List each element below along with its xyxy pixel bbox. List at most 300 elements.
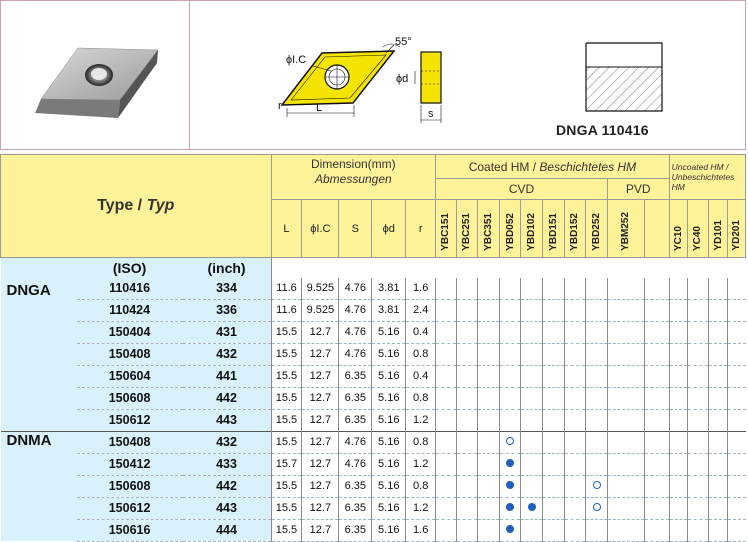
grade-cell <box>607 278 644 300</box>
grade-cell <box>669 453 688 475</box>
dim-ic: 12.7 <box>302 475 339 497</box>
grade-cell <box>607 409 644 431</box>
table-row <box>1 321 746 343</box>
grade-cell <box>728 299 746 321</box>
grade-cell <box>586 299 608 321</box>
grade-cell <box>499 497 521 519</box>
filled-dot-icon <box>506 481 514 489</box>
pvd-blank-col <box>644 200 669 258</box>
grade-cell <box>543 365 565 387</box>
dim-r: 1.2 <box>406 453 436 475</box>
grade-col-ybd252 <box>586 200 608 258</box>
dim-d: 5.16 <box>372 409 406 431</box>
inch-code: 444 <box>183 519 271 541</box>
grade-label: YBC351 <box>483 213 495 251</box>
dim-L: 11.6 <box>271 299 302 321</box>
grade-cell <box>499 431 521 453</box>
grade-cell <box>521 497 543 519</box>
grade-cell <box>436 475 457 497</box>
grade-cell <box>644 475 669 497</box>
iso-code: 150404 <box>77 321 183 343</box>
dim-ic: 12.7 <box>302 365 339 387</box>
grade-cell <box>688 475 709 497</box>
grade-cell <box>586 475 608 497</box>
grade-cell <box>607 321 644 343</box>
grade-cell <box>436 409 457 431</box>
grade-cell <box>436 321 457 343</box>
grade-cell <box>499 453 521 475</box>
grade-cell <box>669 497 688 519</box>
header-spacer <box>271 258 745 278</box>
inch-code: 334 <box>183 278 271 300</box>
grade-cell <box>436 519 457 541</box>
grade-cell <box>499 278 521 300</box>
grade-cell <box>436 387 457 409</box>
dim-d: 5.16 <box>372 475 406 497</box>
grade-cell <box>607 431 644 453</box>
model-title: DNGA 110416 <box>556 122 649 138</box>
grade-cell <box>478 453 500 475</box>
grade-cell <box>543 343 565 365</box>
dim-ic: 12.7 <box>302 519 339 541</box>
grade-cell <box>436 343 457 365</box>
grade-col-ybd102 <box>521 200 543 258</box>
header-image-strip <box>0 0 746 150</box>
grade-cell <box>543 475 565 497</box>
open-dot-icon <box>593 481 601 489</box>
grade-cell <box>669 475 688 497</box>
table-row <box>1 387 746 409</box>
grade-cell <box>708 321 728 343</box>
iso-column-title: (ISO) <box>77 258 183 278</box>
grade-cell <box>607 365 644 387</box>
inch-code: 433 <box>183 453 271 475</box>
L-label: L <box>316 102 323 114</box>
iso-code: 150612 <box>77 409 183 431</box>
grade-cell <box>688 278 709 300</box>
grade-col-ybc151 <box>436 200 457 258</box>
filled-dot-icon <box>506 525 514 533</box>
inch-code: 441 <box>183 365 271 387</box>
dim-s: 6.35 <box>339 365 372 387</box>
table-row <box>1 365 746 387</box>
grade-col-ybd152 <box>564 200 586 258</box>
dim-col-2: S <box>339 200 372 258</box>
grade-cell <box>543 431 565 453</box>
dim-L: 15.5 <box>271 387 302 409</box>
grade-col-yd201 <box>728 200 746 258</box>
grade-label: YD201 <box>731 220 743 251</box>
grade-cell <box>456 475 478 497</box>
grade-cell <box>644 519 669 541</box>
grade-cell <box>586 321 608 343</box>
grade-cell <box>688 431 709 453</box>
grade-cell <box>708 387 728 409</box>
type-label-italic: Typ <box>146 197 175 214</box>
dim-d: 5.16 <box>372 365 406 387</box>
dim-ic: 12.7 <box>302 409 339 431</box>
inch-code: 443 <box>183 497 271 519</box>
dim-L: 15.7 <box>271 453 302 475</box>
type-header <box>1 155 272 258</box>
dim-ic: 9.525 <box>302 299 339 321</box>
grade-cell <box>456 519 478 541</box>
grade-cell <box>564 519 586 541</box>
dim-L: 11.6 <box>271 278 302 300</box>
grade-cell <box>688 343 709 365</box>
grade-cell <box>478 431 500 453</box>
grade-cell <box>607 299 644 321</box>
grade-cell <box>607 497 644 519</box>
iso-code: 150608 <box>77 475 183 497</box>
dim-r: 0.4 <box>406 321 436 343</box>
dim-s: 6.35 <box>339 387 372 409</box>
filled-dot-icon <box>506 459 514 467</box>
dim-L: 15.5 <box>271 431 302 453</box>
inch-code: 432 <box>183 343 271 365</box>
grade-cell <box>564 278 586 300</box>
grade-cell <box>644 387 669 409</box>
iso-code: 150604 <box>77 365 183 387</box>
inch-column-title: (inch) <box>183 258 271 278</box>
grade-cell <box>607 453 644 475</box>
grade-cell <box>564 409 586 431</box>
grade-cell <box>521 299 543 321</box>
grade-label: YBC151 <box>440 213 452 251</box>
table-row <box>1 497 746 519</box>
dim-ic: 9.525 <box>302 278 339 300</box>
grade-cell <box>521 453 543 475</box>
grade-cell <box>521 475 543 497</box>
grade-label: YBD151 <box>547 213 559 251</box>
grade-cell <box>456 365 478 387</box>
grade-cell <box>499 409 521 431</box>
coated-header <box>436 155 670 179</box>
grade-cell <box>607 519 644 541</box>
dimension-label-de: Abmessungen <box>314 172 392 186</box>
grade-cell <box>521 321 543 343</box>
grade-cell <box>644 343 669 365</box>
inch-code: 336 <box>183 299 271 321</box>
dim-d: 5.16 <box>372 431 406 453</box>
grade-cell <box>728 475 746 497</box>
grade-cell <box>728 497 746 519</box>
grade-cell <box>688 453 709 475</box>
grade-cell <box>728 387 746 409</box>
grade-cell <box>478 299 500 321</box>
dim-L: 15.5 <box>271 519 302 541</box>
grade-cell <box>586 431 608 453</box>
iso-code: 150608 <box>77 387 183 409</box>
grade-cell <box>586 365 608 387</box>
grade-cell <box>564 497 586 519</box>
grade-cell <box>521 365 543 387</box>
grade-cell <box>543 387 565 409</box>
inch-code: 442 <box>183 387 271 409</box>
family-dnga: DNGA <box>1 258 77 432</box>
coated-label-de: Beschichtetes HM <box>539 159 637 174</box>
dim-d: 3.81 <box>372 299 406 321</box>
iso-code: 150616 <box>77 519 183 541</box>
grade-cell <box>521 431 543 453</box>
grade-cell <box>564 299 586 321</box>
table-row <box>1 299 746 321</box>
grade-cell <box>478 409 500 431</box>
grade-col-ybc251 <box>456 200 478 258</box>
dim-col-3: ϕd <box>372 200 406 258</box>
inch-code: 442 <box>183 475 271 497</box>
grade-label: YC40 <box>692 225 704 251</box>
grade-cell <box>586 387 608 409</box>
grade-cell <box>456 453 478 475</box>
grade-label: YBM252 <box>620 212 632 251</box>
type-label: Type / <box>97 197 147 214</box>
dim-ic: 12.7 <box>302 321 339 343</box>
dim-L: 15.5 <box>271 475 302 497</box>
grade-cell <box>644 365 669 387</box>
dim-r: 2.4 <box>406 299 436 321</box>
grade-col-yd101 <box>708 200 728 258</box>
grade-cell <box>669 519 688 541</box>
dim-r: 0.8 <box>406 431 436 453</box>
grade-cell <box>728 321 746 343</box>
iso-code: 110424 <box>77 299 183 321</box>
grade-cell <box>708 475 728 497</box>
dim-r: 1.6 <box>406 278 436 300</box>
grade-cell <box>456 431 478 453</box>
dim-col-1: ϕI.C <box>302 200 339 258</box>
d-label: ϕd <box>396 73 409 85</box>
grade-cell <box>708 409 728 431</box>
grade-cell <box>669 299 688 321</box>
grade-cell <box>543 453 565 475</box>
dim-r: 1.6 <box>406 519 436 541</box>
dim-s: 4.76 <box>339 321 372 343</box>
grade-col-yc10 <box>669 200 688 258</box>
dim-L: 15.5 <box>271 321 302 343</box>
dim-s: 6.35 <box>339 497 372 519</box>
dim-d: 5.16 <box>372 321 406 343</box>
grade-label: YD101 <box>712 220 724 251</box>
grade-cell <box>728 431 746 453</box>
insert-photo-cell <box>1 1 190 149</box>
grade-cell <box>543 321 565 343</box>
grade-cell <box>644 409 669 431</box>
table-row <box>1 519 746 541</box>
grade-cell <box>456 278 478 300</box>
grade-label: YC10 <box>672 225 684 251</box>
grade-cell <box>644 453 669 475</box>
grade-cell <box>478 475 500 497</box>
table-row <box>1 453 746 475</box>
grade-cell <box>564 453 586 475</box>
grade-cell <box>688 299 709 321</box>
grade-cell <box>669 278 688 300</box>
grade-cell <box>586 278 608 300</box>
grade-cell <box>586 497 608 519</box>
grade-cell <box>521 278 543 300</box>
grade-cell <box>436 299 457 321</box>
grade-cell <box>499 475 521 497</box>
angle-label: 55° <box>395 36 412 48</box>
grade-cell <box>669 365 688 387</box>
dim-r: 0.8 <box>406 475 436 497</box>
dim-d: 5.16 <box>372 519 406 541</box>
grade-cell <box>728 409 746 431</box>
grade-cell <box>644 431 669 453</box>
grade-cell <box>543 497 565 519</box>
dim-r: 0.4 <box>406 365 436 387</box>
grade-cell <box>688 365 709 387</box>
dim-d: 5.16 <box>372 387 406 409</box>
grade-cell <box>543 409 565 431</box>
dim-s: 4.76 <box>339 299 372 321</box>
dim-col-4: r <box>406 200 436 258</box>
dim-s: 4.76 <box>339 343 372 365</box>
grade-cell <box>564 343 586 365</box>
grade-cell <box>586 343 608 365</box>
s-label: s <box>428 108 434 120</box>
grade-cell <box>456 321 478 343</box>
grade-cell <box>436 497 457 519</box>
grade-cell <box>564 321 586 343</box>
grade-cell <box>543 519 565 541</box>
grade-cell <box>708 278 728 300</box>
dim-ic: 12.7 <box>302 497 339 519</box>
dim-s: 4.76 <box>339 453 372 475</box>
iso-code: 150408 <box>77 431 183 453</box>
grade-cell <box>499 321 521 343</box>
grade-label: YBD252 <box>591 213 603 251</box>
grade-col-ybd151 <box>543 200 565 258</box>
dim-d: 5.16 <box>372 497 406 519</box>
dim-r: 1.2 <box>406 409 436 431</box>
dim-ic: 12.7 <box>302 431 339 453</box>
grade-cell <box>688 497 709 519</box>
dim-r: 0.8 <box>406 343 436 365</box>
insert-drawing-cell <box>190 1 745 149</box>
grade-cell <box>669 387 688 409</box>
table-row <box>1 475 746 497</box>
grade-cell <box>644 299 669 321</box>
grade-cell <box>521 343 543 365</box>
dimension-label: Dimension(mm) <box>310 157 396 171</box>
dim-d: 3.81 <box>372 278 406 300</box>
dim-col-0: L <box>271 200 302 258</box>
grade-col-ybc351 <box>478 200 500 258</box>
grade-cell <box>521 387 543 409</box>
table-row <box>1 278 746 300</box>
filled-dot-icon <box>506 503 514 511</box>
grade-cell <box>478 387 500 409</box>
r-label: r <box>278 100 282 112</box>
iso-code: 150612 <box>77 497 183 519</box>
filled-dot-icon <box>528 503 536 511</box>
grade-cell <box>564 475 586 497</box>
ic-label: ϕI.C <box>286 54 307 66</box>
grade-cell <box>728 343 746 365</box>
grade-cell <box>478 365 500 387</box>
grade-col-ybd052 <box>499 200 521 258</box>
grade-cell <box>478 343 500 365</box>
table-row <box>1 343 746 365</box>
dim-s: 6.35 <box>339 519 372 541</box>
inch-code: 432 <box>183 431 271 453</box>
grade-label: YBD102 <box>526 213 538 251</box>
grade-cell <box>708 431 728 453</box>
grade-cell <box>521 519 543 541</box>
grade-cell <box>607 475 644 497</box>
grade-cell <box>586 409 608 431</box>
grade-cell <box>644 278 669 300</box>
grade-cell <box>607 343 644 365</box>
iso-code: 110416 <box>77 278 183 300</box>
inch-code: 431 <box>183 321 271 343</box>
grade-label: YBC251 <box>461 213 473 251</box>
dim-L: 15.5 <box>271 409 302 431</box>
grade-cell <box>436 453 457 475</box>
grade-cell <box>478 278 500 300</box>
grade-cell <box>728 365 746 387</box>
grade-cell <box>564 365 586 387</box>
uncoated-header: Uncoated HM / Unbeschichtetes HM <box>669 155 745 200</box>
coated-label: Coated HM / <box>468 159 540 174</box>
grade-cell <box>564 387 586 409</box>
grade-cell <box>478 519 500 541</box>
grade-cell <box>456 387 478 409</box>
grade-cell <box>499 343 521 365</box>
grade-col-yc40 <box>688 200 709 258</box>
grade-cell <box>436 431 457 453</box>
dim-s: 6.35 <box>339 409 372 431</box>
grade-cell <box>688 387 709 409</box>
grade-cell <box>543 299 565 321</box>
dim-r: 1.2 <box>406 497 436 519</box>
grade-cell <box>644 321 669 343</box>
grade-cell <box>543 278 565 300</box>
inch-code: 443 <box>183 409 271 431</box>
grade-cell <box>436 365 457 387</box>
insert-photo-icon <box>1 1 189 149</box>
insert-drawing-icon <box>190 1 745 149</box>
grade-cell <box>708 343 728 365</box>
grade-cell <box>456 497 478 519</box>
grade-cell <box>499 387 521 409</box>
grade-cell <box>669 321 688 343</box>
grade-cell <box>456 409 478 431</box>
family-dnma: DNMA <box>1 431 77 541</box>
grade-cell <box>607 387 644 409</box>
grade-label: YBD052 <box>504 213 516 251</box>
cvd-header: CVD <box>436 179 608 200</box>
table-row <box>1 409 746 431</box>
grade-cell <box>688 409 709 431</box>
grade-cell <box>456 343 478 365</box>
dim-s: 6.35 <box>339 475 372 497</box>
grade-col-ybm252 <box>607 200 644 258</box>
open-dot-icon <box>593 503 601 511</box>
grade-cell <box>728 278 746 300</box>
dim-d: 5.16 <box>372 343 406 365</box>
dim-s: 4.76 <box>339 431 372 453</box>
grade-cell <box>499 365 521 387</box>
grade-cell <box>708 497 728 519</box>
grade-cell <box>478 497 500 519</box>
dimension-header <box>271 155 436 200</box>
grade-cell <box>478 321 500 343</box>
grade-cell <box>456 299 478 321</box>
dim-ic: 12.7 <box>302 387 339 409</box>
